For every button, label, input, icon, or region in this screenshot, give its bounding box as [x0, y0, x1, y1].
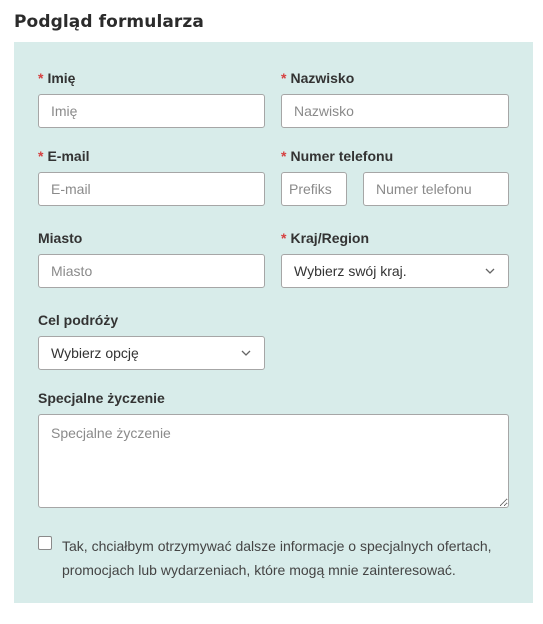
country-label: * Kraj/Region [281, 230, 370, 246]
chevron-down-icon [484, 265, 496, 277]
phone-label: * Numer telefonu [281, 148, 394, 164]
phone-number-input[interactable] [363, 172, 509, 206]
consent-checkbox[interactable] [38, 536, 52, 550]
required-marker: * [38, 70, 44, 86]
purpose-select[interactable] [38, 336, 265, 370]
form-panel [14, 42, 533, 603]
last-name-input[interactable] [281, 94, 509, 128]
email-input[interactable] [38, 172, 265, 206]
city-label: Miasto [38, 230, 83, 246]
first-name-label: * Imię [38, 70, 76, 86]
required-marker: * [281, 70, 287, 86]
special-request-label: Specjalne życzenie [38, 390, 165, 406]
consent-text: Tak, chciałbym otrzymywać dalsze informacje o specjalnych ofertach, promocjach lub wydarzeniach, które mogą mnie zainteresować. [62, 538, 492, 578]
city-input[interactable] [38, 254, 265, 288]
special-request-textarea[interactable] [38, 414, 509, 508]
last-name-label: * Nazwisko [281, 70, 355, 86]
first-name-input[interactable] [38, 94, 265, 128]
chevron-down-icon [240, 347, 252, 359]
purpose-label: Cel podróży [38, 312, 119, 328]
country-select-value: Wybierz swój kraj. [294, 263, 407, 279]
country-select[interactable] [281, 254, 509, 288]
required-marker: * [281, 230, 287, 246]
required-marker: * [38, 148, 44, 164]
email-label: * E-mail [38, 148, 90, 164]
purpose-select-value: Wybierz opcję [51, 345, 139, 361]
page-title: Podgląd formularza [14, 12, 204, 32]
required-marker: * [281, 148, 287, 164]
phone-prefix-input[interactable] [281, 172, 347, 206]
